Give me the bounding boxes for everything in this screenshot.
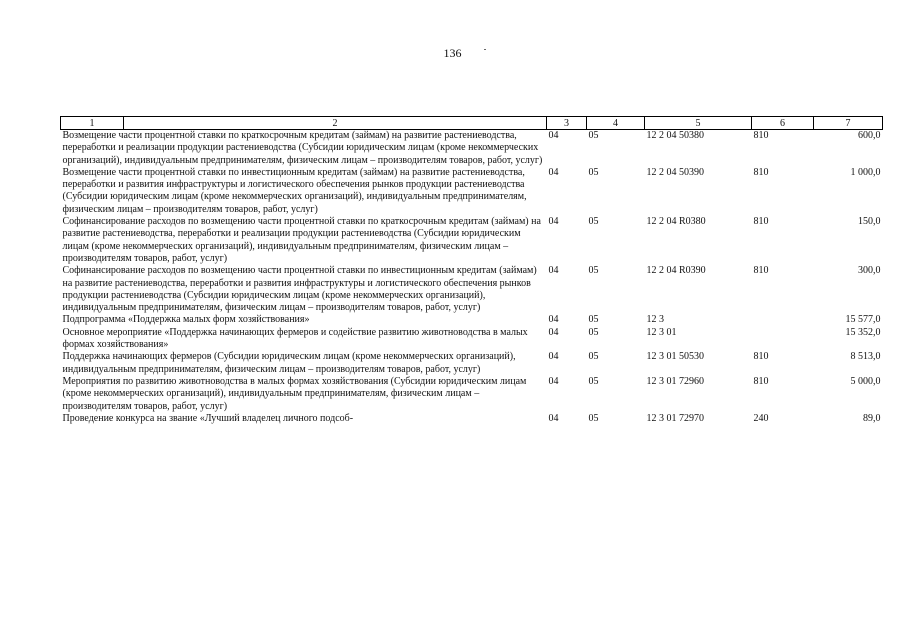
- header-col-5: 5: [645, 117, 752, 130]
- header-col-3: 3: [547, 117, 587, 130]
- row-amount: 600,0: [858, 130, 881, 141]
- row-expense-type: [752, 314, 814, 326]
- row-target-article: 12 3: [646, 314, 664, 326]
- row-target-article: 12 3 01 72970: [646, 412, 704, 424]
- header-col-7: 7: [814, 117, 883, 130]
- header-col-1: 1: [61, 117, 124, 130]
- row-subsection: 05: [588, 216, 599, 228]
- row-subsection: 05: [588, 412, 599, 424]
- row-name: Возмещение части процентной ставки по инвестиционным кредитам (займам) на развитие растениеводства, переработки и развития инфраструктуры и логистического обеспечения рынков продукции растениеводства (Субсидии юридическим лицам (кроме некоммерческих организаций), индивидуальным предпринимателям, физическим лицам – производителям товаров, работ, услуг): [62, 166, 527, 215]
- row-subsection: 05: [588, 314, 599, 326]
- row-expense-type: 810: [753, 265, 769, 277]
- row-amount: 300,0: [858, 265, 881, 277]
- row-section: 04: [548, 375, 559, 387]
- table-row: [61, 351, 883, 376]
- row-target-article: 12 2 04 R0380: [646, 216, 706, 228]
- row-amount: 89,0: [863, 412, 881, 424]
- row-target-article: 12 3 01 50530: [646, 351, 704, 363]
- row-name: Софинансирование расходов по возмещению части процентной ставки по инвестиционным кредитам (займам) на развитие растениеводства, переработки и развития инфраструктуры и логистического обеспечения рынков продукции растениеводства (Субсидии юридическим лицам (кроме некоммерческих организаций), индивидуальным предпринимателям, физическим лицам – производителям товаров, работ, услуг): [62, 265, 537, 314]
- row-section: 04: [548, 166, 559, 178]
- row-section: 04: [548, 326, 559, 338]
- table-row: [61, 216, 883, 265]
- row-name: Софинансирование расходов по возмещению части процентной ставки по краткосрочным кредитам (займам) на развитие растениеводства, переработки и реализации продукции растениеводства (Субсидии юридическим лицам (кроме некоммерческих организаций), индивидуальным предпринимателям, физическим лицам – производителям товаров, работ, услуг): [62, 216, 541, 264]
- row-name: Подпрограмма «Поддержка малых форм хозяйствования»: [62, 314, 310, 326]
- table-row: [61, 167, 883, 216]
- row-section: 04: [548, 412, 559, 424]
- row-name: Мероприятия по развитию животноводства в малых формах хозяйствования (Субсидии юридическим лицам (кроме некоммерческих организаций), индивидуальным предпринимателям, физическим лицам – производителям товаров, работ, услуг): [62, 375, 527, 412]
- header-col-2: 2: [124, 117, 547, 130]
- table-row: [61, 130, 883, 167]
- row-expense-type: 810: [753, 166, 769, 178]
- table-header-row: [61, 117, 883, 130]
- row-expense-type: 810: [753, 216, 769, 228]
- scan-speck: [484, 49, 486, 50]
- header-col-4: 4: [587, 117, 645, 130]
- row-name: Поддержка начинающих фермеров (Субсидии юридическим лицам (кроме некоммерческих организаций), индивидуальным предпринимателям, физическим лицам – производителям товаров, работ, услуг): [62, 351, 516, 375]
- table-row: [61, 376, 883, 413]
- row-subsection: 05: [588, 265, 599, 277]
- table-row: [61, 413, 883, 425]
- row-amount: 1 000,0: [850, 166, 881, 178]
- table-row: [61, 327, 883, 352]
- row-target-article: 12 2 04 50390: [646, 166, 704, 178]
- row-amount: 15 577,0: [845, 314, 881, 326]
- row-expense-type: [752, 327, 814, 352]
- row-subsection: 05: [588, 351, 599, 363]
- row-target-article: 12 3 01: [646, 326, 677, 338]
- header-col-6: 6: [752, 117, 814, 130]
- row-expense-type: 810: [753, 351, 769, 363]
- row-amount: 150,0: [858, 216, 881, 228]
- row-subsection: 05: [588, 130, 599, 141]
- row-subsection: 05: [588, 375, 599, 387]
- page-number: 136: [443, 46, 462, 60]
- row-section: 04: [548, 351, 559, 363]
- row-expense-type: 810: [753, 375, 769, 387]
- row-amount: 15 352,0: [845, 326, 881, 338]
- table-row: [61, 314, 883, 326]
- row-expense-type: 240: [753, 412, 769, 424]
- row-section: 04: [548, 130, 559, 141]
- row-target-article: 12 3 01 72960: [646, 375, 704, 387]
- budget-table: [60, 116, 883, 425]
- row-name: Проведение конкурса на звание «Лучший владелец личного подсоб-: [62, 412, 354, 424]
- row-name: Возмещение части процентной ставки по краткосрочным кредитам (займам) на развитие растениеводства, переработки и реализации продукции растениеводства (Субсидии юридическим лицам (кроме некоммерческих организаций), индивидуальным предпринимателям, физическим лицам – производителям товаров, работ, услуг): [62, 130, 543, 166]
- table-row: [61, 265, 883, 314]
- row-subsection: 05: [588, 326, 599, 338]
- row-subsection: 05: [588, 166, 599, 178]
- row-amount: 8 513,0: [850, 351, 881, 363]
- row-section: 04: [548, 216, 559, 228]
- row-section: 04: [548, 265, 559, 277]
- row-expense-type: 810: [753, 130, 769, 141]
- row-name: Основное мероприятие «Поддержка начинающих фермеров и содействие развитию животноводства в малых формах хозяйствования»: [62, 326, 528, 351]
- row-target-article: 12 2 04 R0390: [646, 265, 706, 277]
- row-section: 04: [548, 314, 559, 326]
- row-amount: 5 000,0: [850, 375, 881, 387]
- row-target-article: 12 2 04 50380: [646, 130, 704, 141]
